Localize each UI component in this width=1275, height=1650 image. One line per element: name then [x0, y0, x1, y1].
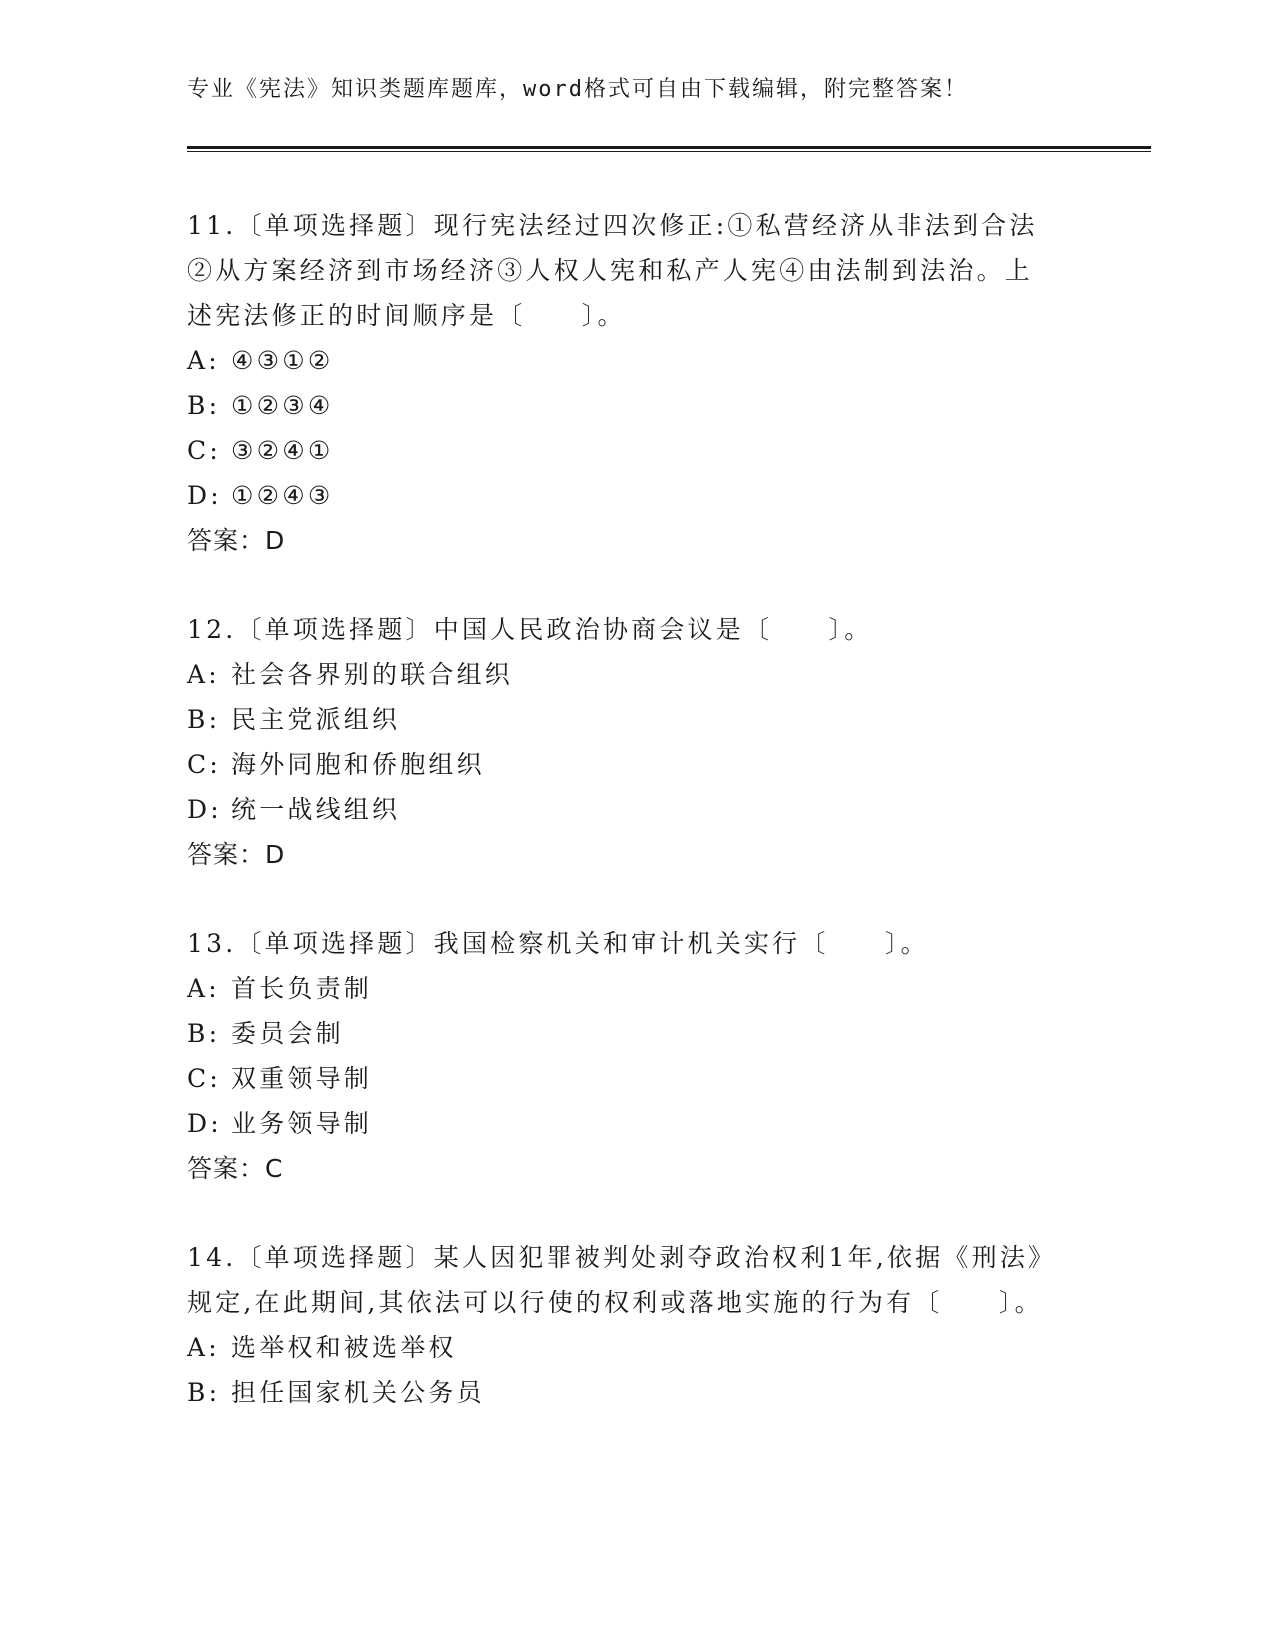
option-b — [187, 697, 1057, 742]
header-rule-thin — [187, 151, 1151, 152]
option-key: B: — [187, 1378, 221, 1407]
answer-line: 答案：C — [187, 1154, 284, 1183]
option-text: 首长负责制 — [231, 974, 373, 1003]
option-text: 担任国家机关公务员 — [231, 1378, 485, 1407]
option-text: 统一战线组织 — [231, 795, 401, 824]
option-d — [187, 787, 1057, 832]
option-text: ①②③④ — [231, 391, 334, 420]
question-13 — [187, 921, 1057, 1191]
question-list — [187, 203, 1057, 1459]
option-key: A: — [187, 974, 220, 1003]
option-a — [187, 1325, 1057, 1370]
option-b — [187, 383, 1057, 428]
option-c — [187, 742, 1057, 787]
option-text: 委员会制 — [231, 1019, 344, 1048]
question-14 — [187, 1235, 1057, 1415]
option-b — [187, 1011, 1057, 1056]
question-12 — [187, 607, 1057, 877]
option-text: ③②④① — [231, 436, 334, 465]
answer-line: 答案：D — [187, 526, 286, 555]
option-c — [187, 428, 1057, 473]
option-key: D: — [187, 1109, 222, 1138]
header-rule-thick — [187, 146, 1151, 149]
option-key: A: — [187, 346, 220, 375]
question-stem: 13.〔单项选择题〕我国检察机关和审计机关实行〔 〕。 — [187, 929, 929, 958]
option-key: D: — [187, 481, 222, 510]
option-key: A: — [187, 1333, 220, 1362]
option-key: B: — [187, 1019, 221, 1048]
option-b — [187, 1370, 1057, 1415]
option-d — [187, 1101, 1057, 1146]
question-stem: 11.〔单项选择题〕现行宪法经过四次修正:①私营经济从非法到合法②从方案经济到市场经济③人权人宪和私产人宪④由法制到法治。上述宪法修正的时间顺序是〔 〕。 — [187, 211, 1038, 330]
option-key: C: — [187, 750, 221, 779]
option-text: 海外同胞和侨胞组织 — [231, 750, 485, 779]
option-text: 民主党派组织 — [231, 705, 401, 734]
option-c — [187, 1056, 1057, 1101]
question-stem: 12.〔单项选择题〕中国人民政治协商会议是〔 〕。 — [187, 615, 873, 644]
option-text: 业务领导制 — [231, 1109, 373, 1138]
option-key: C: — [187, 436, 221, 465]
option-text: ④③①② — [231, 346, 334, 375]
page-header: 专业《宪法》知识类题库题库，word格式可自由下载编辑，附完整答案！ — [187, 77, 968, 102]
question-11 — [187, 203, 1057, 563]
option-key: B: — [187, 391, 221, 420]
option-a — [187, 338, 1057, 383]
question-stem: 14.〔单项选择题〕某人因犯罪被判处剥夺政治权利1年,依据《刑法》规定,在此期间,其依法可以行使的权利或落地实施的行为有〔 〕。 — [187, 1243, 1057, 1317]
option-text: 社会各界别的联合组织 — [231, 660, 514, 689]
option-key: C: — [187, 1064, 221, 1093]
option-key: D: — [187, 795, 222, 824]
answer-line: 答案：D — [187, 840, 286, 869]
option-text: ①②④③ — [231, 481, 334, 510]
option-key: A: — [187, 660, 220, 689]
option-key: B: — [187, 705, 221, 734]
option-a — [187, 652, 1057, 697]
option-d — [187, 473, 1057, 518]
option-text: 选举权和被选举权 — [231, 1333, 457, 1362]
option-text: 双重领导制 — [231, 1064, 373, 1093]
option-a — [187, 966, 1057, 1011]
